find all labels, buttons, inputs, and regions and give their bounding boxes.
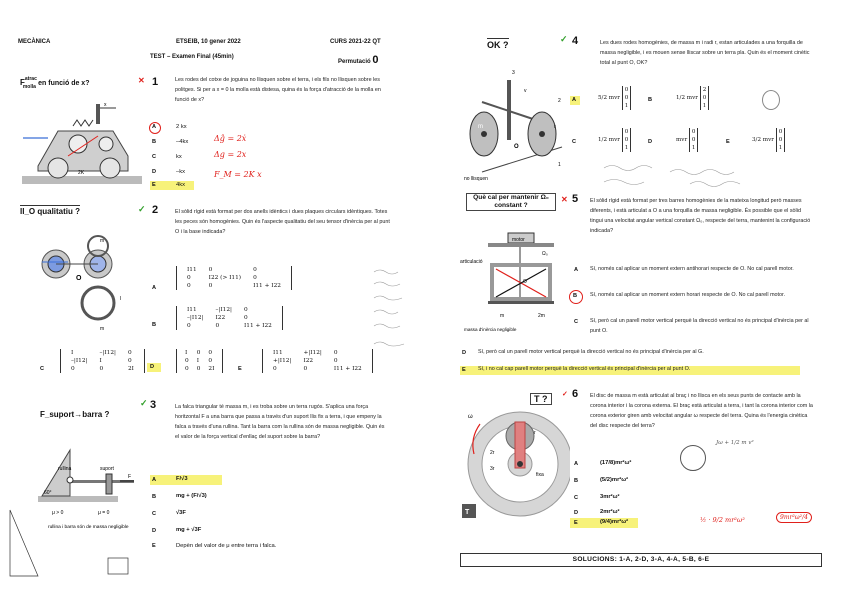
q1-wrong-mark: ✕ xyxy=(138,76,145,85)
q3-fig-angle: 60° xyxy=(44,490,52,496)
q5-fig-mass-2m: 2m xyxy=(538,313,545,319)
q3-option-c[interactable]: √3F xyxy=(176,510,186,516)
q1-option-d-letter[interactable]: D xyxy=(152,169,157,175)
q6-option-c-letter[interactable]: C xyxy=(574,495,579,501)
q2-number: 2 xyxy=(152,204,159,216)
q3-option-d[interactable]: mg + √3F xyxy=(176,527,202,533)
q5-fig-motor: motor xyxy=(512,237,525,243)
subject-title: MECÀNICA xyxy=(18,39,51,45)
q4-fig-origin: O xyxy=(514,144,519,150)
q6-option-a-letter[interactable]: A xyxy=(574,461,579,467)
q6-option-a[interactable]: (17/8)mr²ω² xyxy=(600,460,632,466)
svg-text:m: m xyxy=(100,326,105,332)
q5-number: 5 xyxy=(572,193,579,205)
q1-text: Les rodes del cotxe de joguina no llisquen sobre el terra, i els fils no llisquen sobre les politges. Si per a x = 0 la molla està distesa, quina és la força d'atracció de la molla en funció de x? xyxy=(175,77,381,103)
q1-option-a[interactable]: 2 kx xyxy=(176,124,187,130)
q3-option-d-letter[interactable]: D xyxy=(152,528,157,534)
q3-option-a[interactable]: F/√3 xyxy=(176,476,188,482)
q3-fig-mu-pos: μ > 0 xyxy=(52,510,64,516)
q4-fig-mass: m xyxy=(478,124,483,130)
q1-number: 1 xyxy=(152,76,159,88)
svg-text:I: I xyxy=(120,296,122,302)
q5-label: Què cal per mantenir Ω₀ constant ? xyxy=(466,193,556,211)
q6-fig-omega: ω xyxy=(468,414,473,420)
q5-fig-articulation: articulació xyxy=(460,259,483,265)
q6-doodle-circle xyxy=(680,445,706,471)
q2-option-a[interactable]: I11 0 0 0 I22 (> I11) 0 0 0 I11 + I22 xyxy=(176,266,292,290)
q3-fig-mu-zero: μ = 0 xyxy=(98,510,110,516)
q1-highlight xyxy=(150,181,194,190)
q2-option-c[interactable]: I –|I12| 0 –|I12| I 0 0 0 2I xyxy=(60,349,145,373)
q1-note-3: F_M = 2K x xyxy=(214,170,262,179)
q4-option-b[interactable]: 1/2 mvr 2 0 1 xyxy=(676,86,709,110)
q1-figure xyxy=(18,96,146,191)
q3-fig-note: rullina i barra són de massa negligible xyxy=(48,525,129,530)
q6-fig-r: r xyxy=(534,430,536,436)
q4-doodle-circle xyxy=(762,90,780,110)
q3-check-mark: ✓ xyxy=(140,398,148,408)
test-title: TEST – Examen Final (45min) xyxy=(150,54,234,60)
q3-option-e-letter[interactable]: E xyxy=(152,543,156,549)
q5-option-a[interactable]: Sí, només cal aplicar un moment extern antihorari respecte de O. No cal parell motor. xyxy=(590,266,794,272)
solutions-bar: SOLUCIONS: 1-A, 2-D, 3-A, 4-A, 5-B, 6-E xyxy=(460,553,822,567)
q4-figure xyxy=(462,62,567,184)
q6-option-b-letter[interactable]: B xyxy=(574,478,579,484)
q3-number: 3 xyxy=(150,399,157,411)
q5-option-d[interactable]: Sí, però cal un parell motor vertical perquè la direcció vertical no és principal d'inèrcia per al G. xyxy=(478,349,704,355)
q6-option-d-letter[interactable]: D xyxy=(574,510,579,516)
q4-option-c[interactable]: 1/2 mvr 0 0 1 xyxy=(598,128,631,152)
q2-label: II_O qualitatiu ? xyxy=(20,207,81,216)
q6-fig-3r: 3r xyxy=(490,466,495,472)
q3-option-c-letter[interactable]: C xyxy=(152,511,157,517)
svg-text:2K: 2K xyxy=(78,170,85,176)
q5-option-c[interactable]: Sí, però cal un parell motor vertical perquè la direcció vertical no és principal d'inèrcia per al punt O. xyxy=(590,318,809,334)
q5-option-b[interactable]: Sí, només cal aplicar un moment extern horari respecte de O. No cal parell motor. xyxy=(590,292,786,298)
q6-option-c[interactable]: 3mr²ω² xyxy=(600,494,620,500)
q5-option-b-letter[interactable]: B xyxy=(573,293,578,299)
q2-text: El sòlid rígid està format per dos anells idèntics i dues plaques circulars idèntiques. Totes les peces són homogènies. Quin és l'aspecte qualitatiu del seu tensor d'inèrcia per al punt O i la base indicada? xyxy=(175,209,390,235)
permutation-value: 0 xyxy=(372,54,379,66)
q3-option-b-letter[interactable]: B xyxy=(152,494,157,500)
q4-option-a[interactable]: 5/2 mvr 0 0 1 xyxy=(598,86,631,110)
q5-option-a-letter[interactable]: A xyxy=(574,267,579,273)
q6-note-1: Jω + 1/2 m v² xyxy=(716,440,754,446)
q6-number: 6 xyxy=(572,388,579,400)
q2-figure xyxy=(38,228,128,333)
course-label: CURS 2021-22 QT xyxy=(330,39,381,45)
permutation xyxy=(338,54,378,66)
q4-fig-axis-3: 3 xyxy=(512,70,515,76)
q4-fig-axis-1: 1 xyxy=(558,162,561,168)
q3-fig-force: F xyxy=(128,474,132,480)
q4-check-mark: ✓ xyxy=(560,34,568,44)
q4-option-d[interactable]: mvr 0 0 1 xyxy=(676,128,698,152)
q5-option-c-letter[interactable]: C xyxy=(574,319,579,325)
q6-option-b[interactable]: (5/2)mr²ω² xyxy=(600,477,629,483)
q1-option-e[interactable]: 4kx xyxy=(176,182,186,188)
q6-note-3: 9mr²ω²/4 xyxy=(776,512,812,523)
q1-option-c[interactable]: kx xyxy=(176,154,182,160)
q4-label: OK ? xyxy=(487,40,509,50)
q3-figure xyxy=(8,428,140,586)
q4-option-c-letter[interactable]: C xyxy=(572,139,577,145)
q2-check-mark: ✓ xyxy=(138,204,146,214)
q6-fig-t-badge: T xyxy=(465,509,470,516)
q5-text: El sòlid rígid està format per tres barres homogènies de la mateixa longitud però masses diferents, i està articulat a O a una forquilla de massa negligible. És possible que el sòlid tingui una velocitat angular vertical constant Ω₀, respecte del terra, mantenint la configuració indicada? xyxy=(590,198,811,234)
q4-number: 4 xyxy=(572,35,579,47)
q5-wrong-mark: ✕ xyxy=(561,195,568,204)
q3-label: F_suport→barra ? xyxy=(40,410,110,419)
q1-option-b-letter[interactable]: B xyxy=(152,139,157,145)
q3-text: La falca triangular té massa m, i es troba sobre un terra rugós. S'aplica una força horitzontal F a una barra que passa a través d'un suport llis fix a terra, i que empeny la falca a través d'una rullina. Tant la barra com la rullina són de massa negligible. Quin és el valor de la força vertical d'enllaç del suport sobre la barra? xyxy=(175,404,385,440)
q1-option-b[interactable]: –4kx xyxy=(176,139,189,145)
q6-fig-2r: 2r xyxy=(490,450,495,456)
q4-option-d-letter[interactable]: D xyxy=(648,139,653,145)
q2-option-b[interactable]: I11 –|I12| 0 –|I12| I22 0 0 0 I11 + I22 xyxy=(176,306,283,330)
q1-label: $F^{atrac}_{molla}$ en funció de x? xyxy=(20,76,90,90)
q6-option-e[interactable]: (9/4)mr²ω² xyxy=(600,519,629,525)
q1-option-c-letter[interactable]: C xyxy=(152,154,157,160)
q3-option-e[interactable]: Depèn del valor de μ entre terra i falca. xyxy=(176,543,277,549)
q4-text: Les dues rodes homogènies, de massa m i radi r, estan articulades a una forquilla de massa negligible, i es mouen sense lliscar sobre un terra pla. Quin és el moment cinètic total al punt O, OK? xyxy=(600,40,810,66)
q3-fig-suport: suport xyxy=(100,466,114,472)
q2-option-e-letter[interactable]: E xyxy=(238,366,242,372)
q1-note-1: Δĝ = 2ẋ xyxy=(214,134,247,143)
q6-note-2: ½ · 9/2 mr²ω² xyxy=(700,516,745,524)
q5-fig-note: massa d'inèrcia negligible xyxy=(464,327,517,332)
q4-fig-velocity: v xyxy=(524,88,527,94)
q2-option-d[interactable]: I 0 0 0 I 0 0 0 2I xyxy=(176,349,223,373)
q1-note-2: Δg = 2x xyxy=(214,150,247,159)
q4-option-e-letter[interactable]: E xyxy=(726,139,730,145)
q4-option-e[interactable]: 3/2 mvr 0 0 1 xyxy=(752,128,785,152)
q3-option-a-letter[interactable]: A xyxy=(152,477,157,483)
q3-fig-rullina: rullina xyxy=(58,466,72,472)
q5-fig-origin: O xyxy=(523,279,527,285)
q6-option-e-letter[interactable]: E xyxy=(574,520,578,526)
q4-option-b-letter[interactable]: B xyxy=(648,97,653,103)
q6-label: T ? xyxy=(530,393,552,405)
q1-option-a-letter[interactable]: A xyxy=(152,124,157,130)
q2-option-d-letter[interactable]: D xyxy=(150,364,155,370)
q5-option-e[interactable]: Sí, i no cal cap parell motor perquè la direcció vertical és principal d'inèrcia per al punt O. xyxy=(478,366,691,372)
q6-fig-fixed: fixa xyxy=(536,472,544,478)
exam-date: ETSEIB, 10 gener 2022 xyxy=(176,39,241,45)
svg-text:x: x xyxy=(104,102,107,108)
svg-text:O: O xyxy=(76,275,82,282)
q2-option-b-letter[interactable]: B xyxy=(152,322,157,328)
q5-fig-omega: Ω₀ xyxy=(542,251,548,257)
q6-text: El disc de massa m està articulat al braç i no llisca en els seus punts de contacte amb la corona interior i la corona externa. El braç està articulat a terra, i tant la corona interior com la corona exterior giren amb velocitat angular ω respecte del terra. Quina és l'energia cinètica del disc respecte del terra? xyxy=(590,393,813,429)
q5-option-d-letter[interactable]: D xyxy=(462,350,467,356)
permutation-label: Permutació xyxy=(338,59,371,65)
q4-fig-radius: r xyxy=(554,124,556,130)
q4-option-a-letter[interactable]: A xyxy=(572,97,577,103)
q4-fig-axis-2: 2 xyxy=(558,98,561,104)
q4-fig-no-slip: no llisquen xyxy=(464,176,488,182)
q6-option-d[interactable]: 2mr²ω² xyxy=(600,509,620,515)
q5-option-e-letter[interactable]: E xyxy=(462,367,466,373)
q6-figure xyxy=(460,404,570,522)
q2-option-c-letter[interactable]: C xyxy=(40,366,45,372)
q5-fig-mass-m: m xyxy=(500,313,505,319)
q5-figure xyxy=(460,225,570,335)
q2-option-a-letter[interactable]: A xyxy=(152,285,157,291)
q2-handwritten-scribbles xyxy=(372,262,422,357)
q6-mark: ✓ xyxy=(562,391,568,398)
q4-handwritten-scribbles xyxy=(600,160,820,190)
q3-option-b[interactable]: mg + (F/√3) xyxy=(176,493,207,499)
q2-option-e[interactable]: I11 +|I12| 0 +|I12| I22 0 0 0 I11 + I22 xyxy=(262,349,373,373)
q1-option-e-letter[interactable]: E xyxy=(152,182,156,188)
svg-text:m: m xyxy=(100,238,105,244)
q1-option-d[interactable]: –kx xyxy=(176,169,186,175)
